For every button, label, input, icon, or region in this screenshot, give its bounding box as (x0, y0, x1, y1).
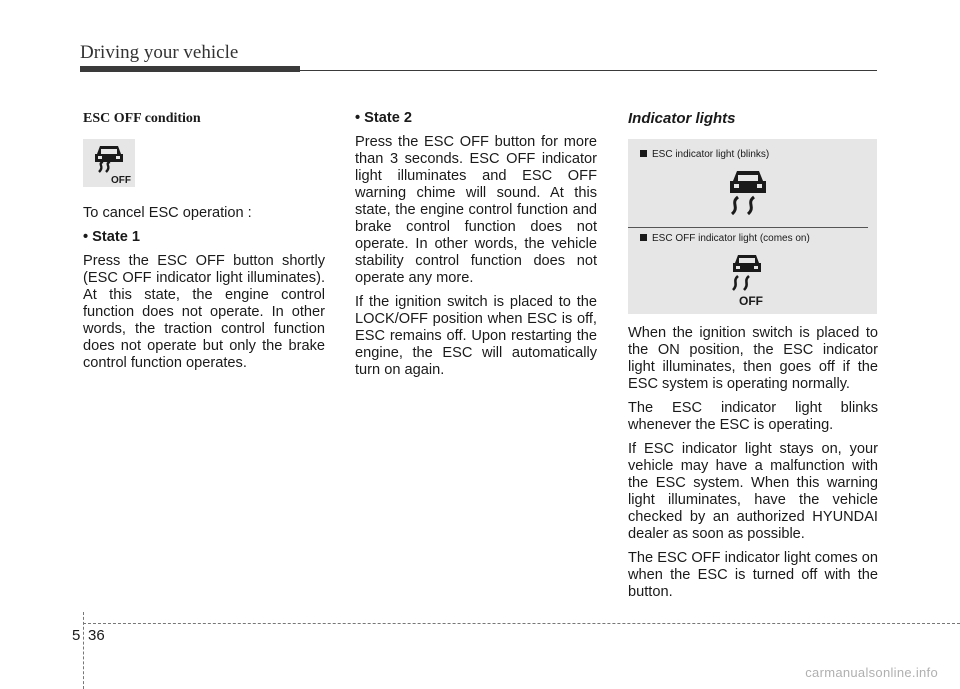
section-heading-indicator-lights: Indicator lights (628, 110, 736, 127)
indicator-label-esc-off: ESC OFF indicator light (comes on) (640, 233, 810, 244)
state1-body: Press the ESC OFF button shortly (ESC OFF indicator light illuminates). At this state, the engine control function does not operate. In other words, the traction control function does not operate but only the brake control function operates. (83, 253, 325, 371)
watermark: carmanualsonline.info (805, 665, 938, 680)
state1-title: • State 1 (83, 229, 141, 245)
bullet-square-icon (640, 234, 647, 241)
indicator-paragraph-2: The ESC indicator light blinks whenever the ESC is operating. (628, 400, 878, 433)
page-number: 36 (88, 627, 105, 644)
indicator-paragraph-3: If ESC indicator light stays on, your vehicle may have a malfunction with the ESC system. When this warning light illuminates, have the vehicle checked by an authorized HYUNDAI dealer as soon as possible. (628, 441, 878, 542)
esc-off-icon-box (83, 139, 135, 187)
bullet-square-icon (640, 150, 647, 157)
indicator-label-esc: ESC indicator light (blinks) (640, 149, 769, 160)
lock-off-body: If the ignition switch is placed to the LOCK/OFF position when ESC is off, ESC remains off. Upon restarting the engine, the ESC will automatically turn on again. (355, 294, 597, 378)
state2-title: • State 2 (355, 110, 413, 126)
indicator-divider (628, 227, 868, 228)
indicator-lights-panel (628, 139, 877, 314)
column-esc-off-condition (83, 110, 325, 379)
esc-off-icon-text: OFF (111, 175, 131, 184)
esc-off-indicator-icon (728, 253, 776, 307)
page-header-title: Driving your vehicle (80, 42, 239, 63)
footer-rule (83, 623, 960, 624)
esc-indicator-icon (724, 167, 772, 217)
state2-body: Press the ESC OFF button for more than 3 seconds. ESC OFF indicator light illuminates and ESC OFF warning chime will sound. At this state, the engine control function and brake control function does not operate. In other words, the vehicle stability control function does not operate any more. (355, 134, 597, 286)
column-indicator-lights (628, 110, 878, 134)
header-rule (300, 70, 877, 71)
section-number: 5 (72, 627, 81, 644)
indicator-paragraph-4: The ESC OFF indicator light comes on when the ESC is turned off with the button. (628, 550, 878, 600)
column-state2 (355, 110, 597, 386)
section-heading-esc-off: ESC OFF condition (83, 111, 201, 126)
intro-text: To cancel ESC operation : (83, 205, 252, 221)
indicator-paragraph-1: When the ignition switch is placed to the ON position, the ESC indicator light illuminates, then goes off if the ESC system is operating normally. (628, 325, 878, 392)
indicator-lights-body (628, 325, 878, 608)
footer-vertical-rule (83, 612, 84, 689)
esc-off-icon (87, 142, 131, 184)
header-bar (80, 66, 300, 72)
esc-off-indicator-text: OFF (739, 294, 763, 307)
